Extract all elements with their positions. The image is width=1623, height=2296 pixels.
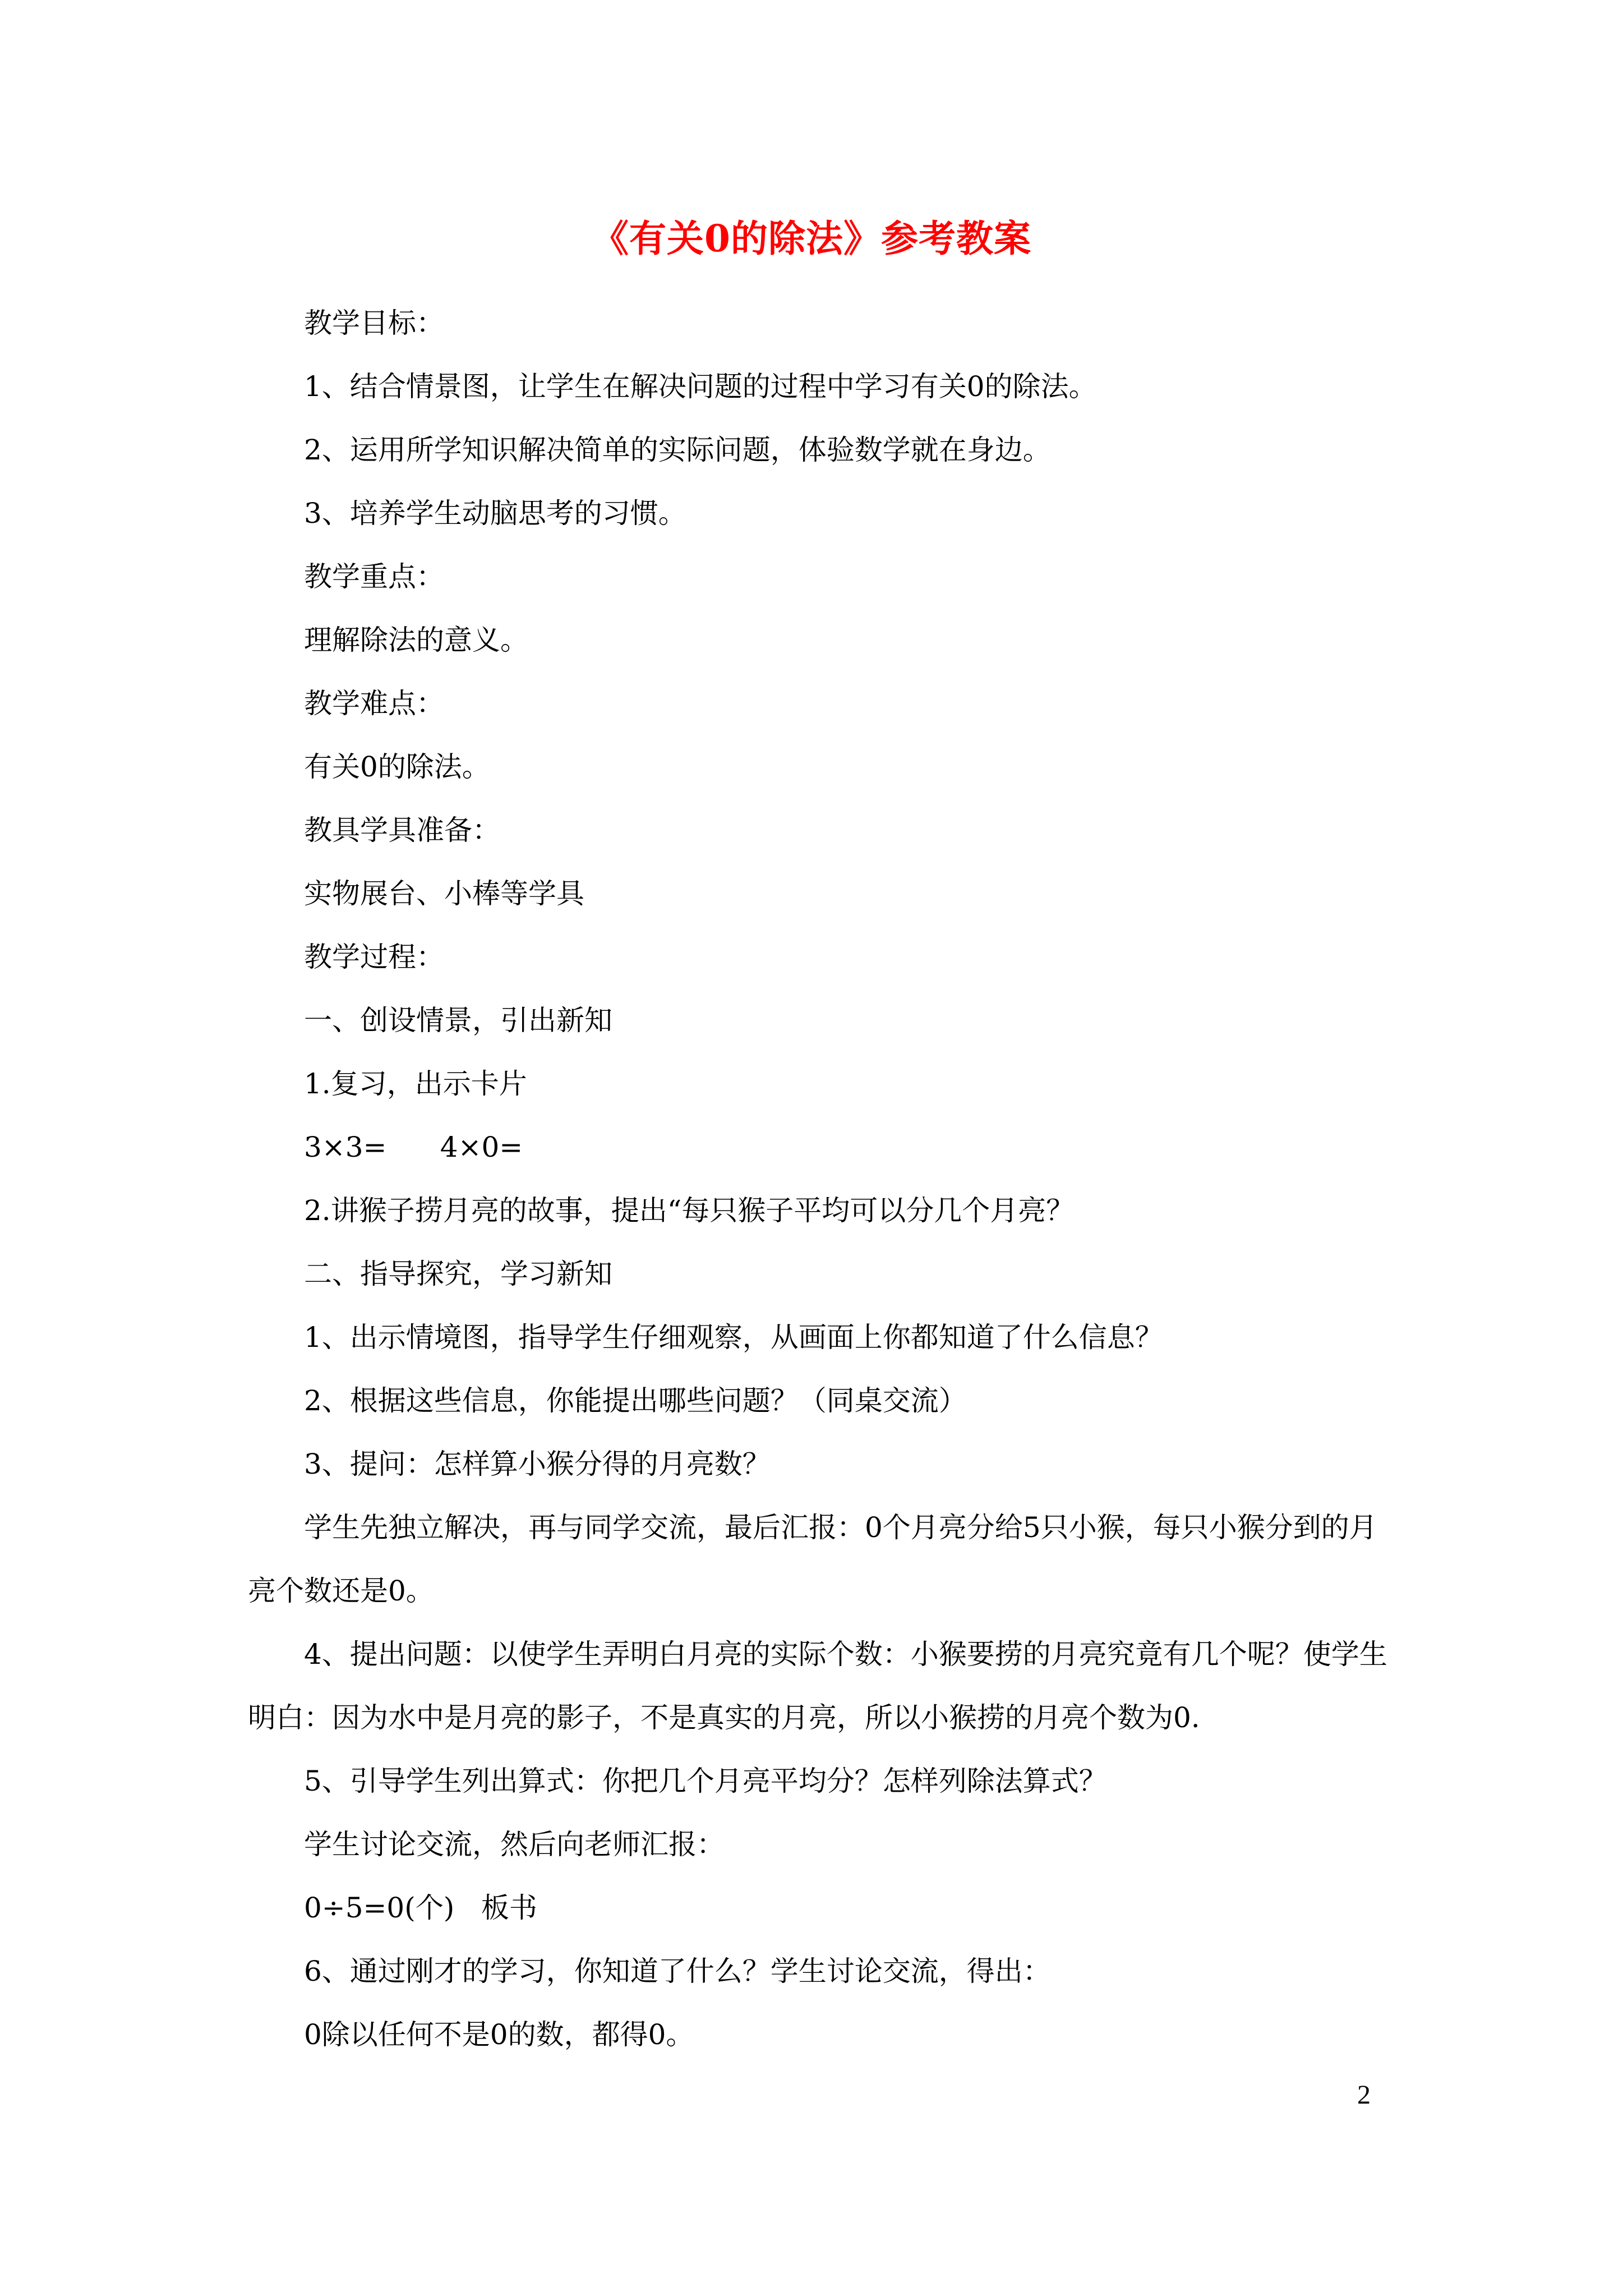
paragraph: 3×3= 4×0= [304, 1131, 523, 1163]
paragraph: 一、创设情景，引出新知 [304, 1004, 612, 1037]
paragraph: 实物展台、小棒等学具 [304, 877, 584, 910]
paragraph: 理解除法的意义。 [304, 624, 528, 656]
paragraph: 1、出示情境图，指导学生仔细观察，从画面上你都知道了什么信息？ [304, 1321, 1163, 1354]
paragraph: 3、培养学生动脑思考的习惯。 [304, 497, 686, 530]
paragraph: 0÷5=0(个) 板书 [304, 1892, 537, 1924]
paragraph: 2.讲猴子捞月亮的故事，提出“每只猴子平均可以分几个月亮？ [304, 1194, 1075, 1227]
paragraph: 教学重点： [304, 560, 444, 593]
paragraph: 教学难点： [304, 687, 444, 720]
paragraph: 1、结合情景图，让学生在解决问题的过程中学习有关0的除法。 [304, 370, 1097, 403]
paragraph: 3、提问：怎样算小猴分得的月亮数？ [304, 1448, 771, 1480]
paragraph: 6、通过刚才的学习，你知道了什么？学生讨论交流，得出： [304, 1955, 1051, 1987]
document-body [248, 292, 1389, 2067]
paragraph: 4、提出问题：以使学生弄明白月亮的实际个数：小猴要捞的月亮究竟有几个呢？使学生明白：因为水中是月亮的影子，不是真实的月亮，所以小猴捞的月亮个数为0. [248, 1638, 1387, 1734]
document-title: 《有关0的除法》参考教案 [592, 217, 1031, 260]
paragraph: 0除以任何不是0的数，都得0。 [304, 2018, 694, 2051]
paragraph: 教学过程： [304, 941, 444, 973]
paragraph: 2、根据这些信息，你能提出哪些问题？（同桌交流） [304, 1384, 967, 1417]
paragraph: 5、引导学生列出算式：你把几个月亮平均分？怎样列除法算式？ [304, 1765, 1107, 1797]
paragraph: 有关0的除法。 [304, 751, 490, 783]
paragraph: 1.复习，出示卡片 [304, 1068, 527, 1100]
paragraph: 教具学具准备： [304, 814, 500, 846]
paragraph: 二、指导探究，学习新知 [304, 1258, 612, 1290]
paragraph: 教学目标： [304, 307, 444, 339]
page-number: 2 [1357, 2080, 1371, 2110]
paragraph: 学生先独立解决，再与同学交流，最后汇报：0个月亮分给5只小猴，每只小猴分到的月亮个数还是0。 [248, 1511, 1377, 1607]
paragraph: 学生讨论交流，然后向老师汇报： [304, 1828, 725, 1861]
paragraph: 2、运用所学知识解决简单的实际问题，体验数学就在身边。 [304, 434, 1051, 466]
